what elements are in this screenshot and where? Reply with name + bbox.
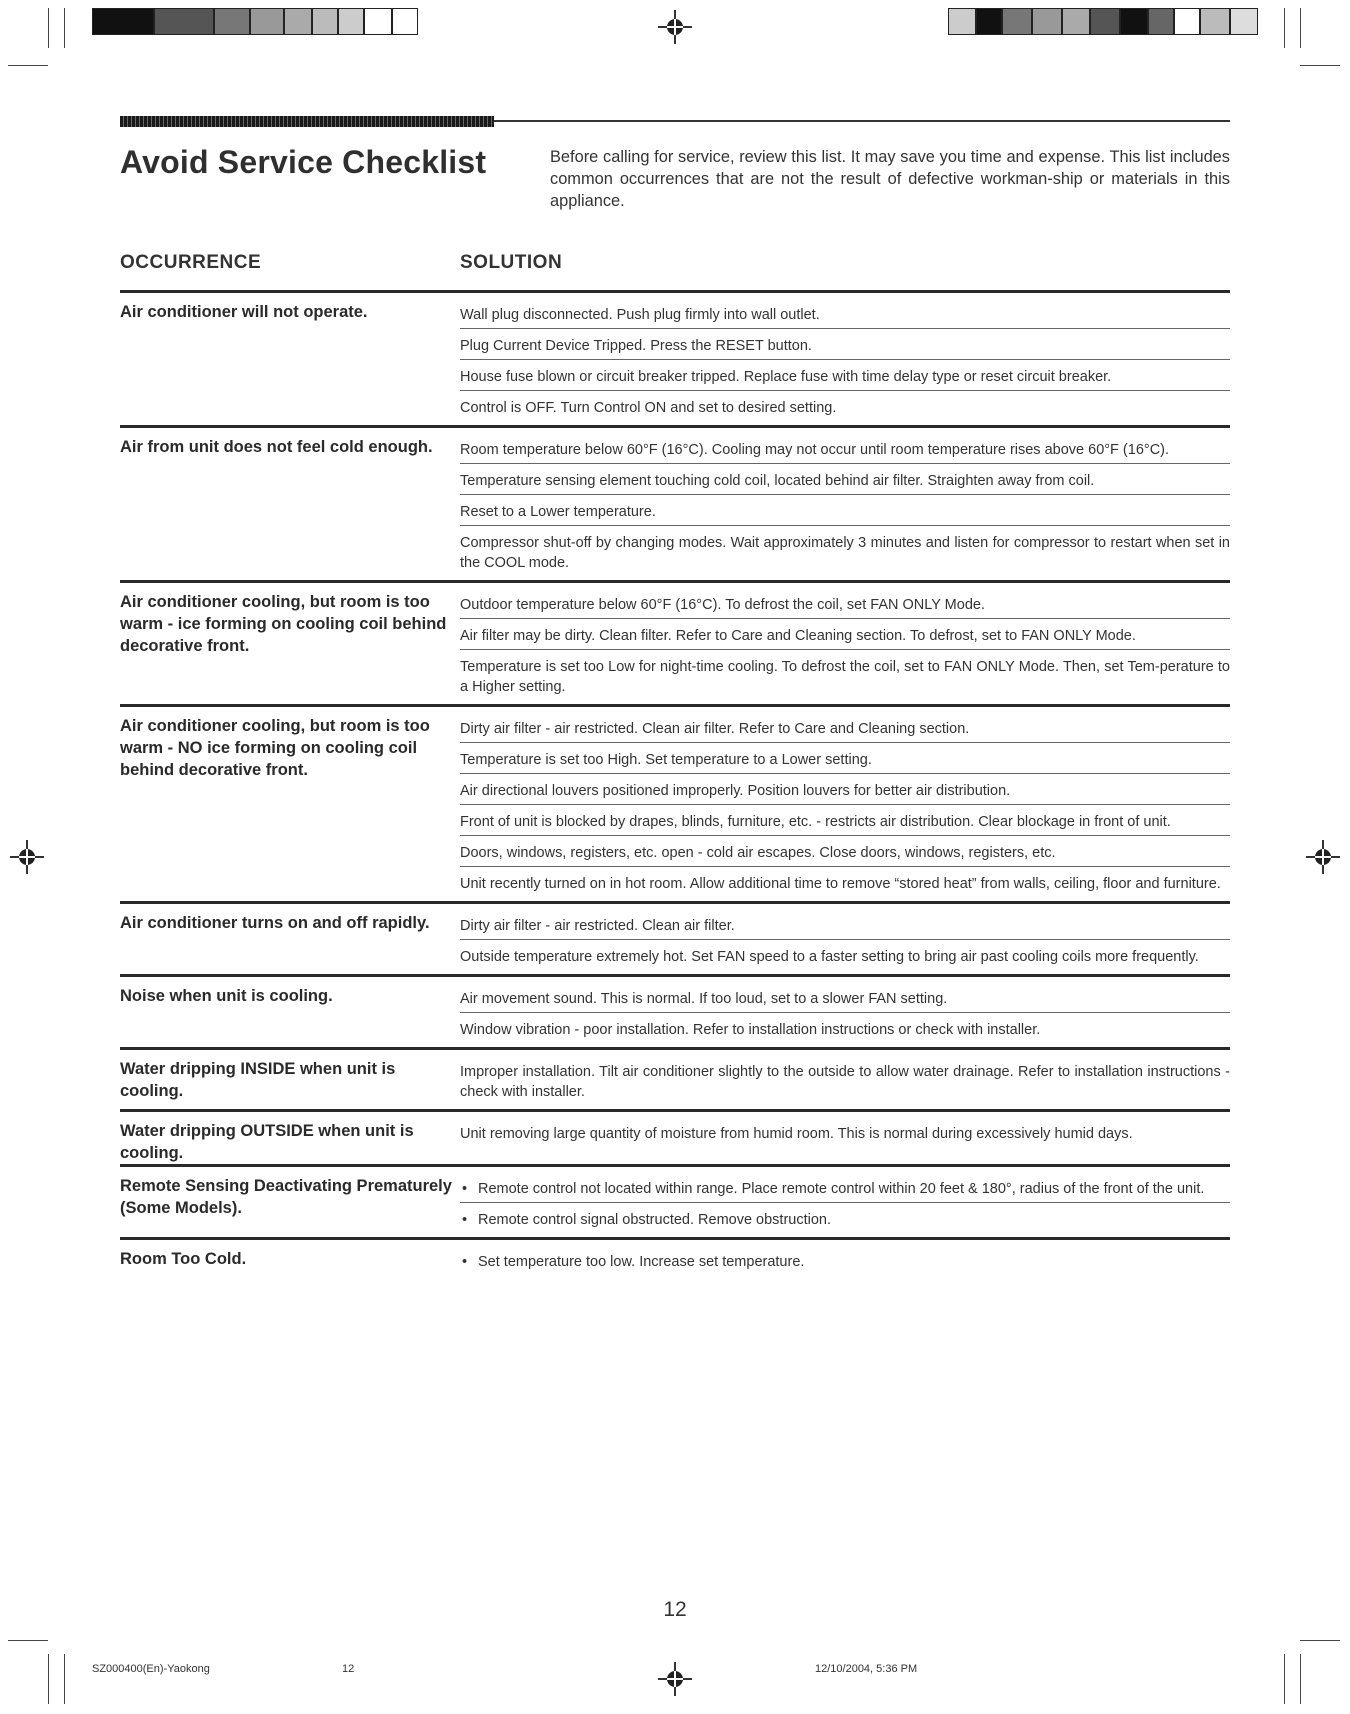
solution-cell	[460, 293, 1230, 425]
solution-cell	[460, 583, 1230, 704]
footer-page: 12	[342, 1663, 355, 1675]
table-row	[120, 580, 1230, 704]
calibration-bar-left	[92, 8, 418, 35]
solution-item: Temperature sensing element touching cold coil, located behind air filter. Straighten away from coil.	[460, 471, 1230, 495]
checklist-table	[120, 290, 1230, 1279]
table-row	[120, 425, 1230, 580]
occurrence-cell: Water dripping OUTSIDE when unit is cooling.	[120, 1122, 414, 1162]
solution-item: Wall plug disconnected. Push plug firmly into wall outlet.	[460, 305, 1230, 329]
occurrence-cell: Remote Sensing Deactivating Prematurely (Some Models).	[120, 1177, 452, 1217]
table-row	[120, 1237, 1230, 1279]
solution-item: Outdoor temperature below 60°F (16°C). To defrost the coil, set FAN ONLY Mode.	[460, 595, 1230, 619]
solution-cell	[460, 977, 1230, 1047]
solution-item: Dirty air filter - air restricted. Clean air filter.	[460, 916, 1230, 940]
page-title: Avoid Service Checklist	[120, 144, 487, 180]
crop-mark	[64, 8, 65, 48]
solution-item: Temperature is set too High. Set temperature to a Lower setting.	[460, 750, 1230, 774]
solution-cell	[460, 1112, 1230, 1164]
crop-mark	[1300, 8, 1301, 48]
solution-item: • Remote control not located within range. Place remote control within 20 feet & 180°, radius of the front of the unit.	[460, 1179, 1230, 1203]
occurrence-cell: Water dripping INSIDE when unit is cooling.	[120, 1060, 396, 1100]
occurrence-cell: Air conditioner will not operate.	[120, 303, 368, 321]
registration-mark-icon	[10, 840, 44, 874]
crop-mark	[8, 1640, 48, 1641]
table-row	[120, 1164, 1230, 1237]
solution-item: Unit removing large quantity of moisture from humid room. This is normal during excessively humid days.	[460, 1126, 1133, 1142]
crop-mark	[64, 1654, 65, 1704]
solution-item: Outside temperature extremely hot. Set FAN speed to a faster setting to bring air past cooling coils more frequently.	[460, 949, 1199, 965]
table-row	[120, 901, 1230, 974]
occurrence-cell: Air conditioner turns on and off rapidly.	[120, 914, 430, 932]
intro-text: Before calling for service, review this list. It may save you time and expense. This list includes common occurrences that are not the result of defective workman-ship or materials in this appliance.	[550, 148, 1230, 210]
table-row	[120, 704, 1230, 901]
solution-cell	[460, 1167, 1230, 1237]
occurrence-cell: Air conditioner cooling, but room is too warm - NO ice forming on cooling coil behind decorative front.	[120, 717, 430, 779]
table-row	[120, 1109, 1230, 1164]
solution-cell	[460, 1240, 1230, 1279]
solution-item: Room temperature below 60°F (16°C). Cooling may not occur until room temperature rises above 60°F (16°C).	[460, 440, 1230, 464]
solution-item: Air directional louvers positioned improperly. Position louvers for better air distribution.	[460, 781, 1230, 805]
crop-mark	[1284, 1654, 1285, 1704]
calibration-bar-right	[948, 8, 1258, 35]
solution-cell	[460, 707, 1230, 901]
column-header-occurrence: OCCURRENCE	[120, 252, 262, 273]
solution-item: Compressor shut-off by changing modes. Wait approximately 3 minutes and listen for compressor to restart when set in the COOL mode.	[460, 535, 1230, 571]
table-row	[120, 974, 1230, 1047]
solution-cell	[460, 904, 1230, 974]
column-header-solution: SOLUTION	[460, 252, 563, 273]
solution-item: Unit recently turned on in hot room. Allow additional time to remove “stored heat” from walls, ceiling, floor and furniture.	[460, 876, 1221, 892]
table-row	[120, 290, 1230, 425]
solution-item: Temperature is set too Low for night-time cooling. To defrost the coil, set to FAN ONLY Mode. Then, set Tem-perature to a Higher setting.	[460, 659, 1230, 695]
crop-mark	[48, 1654, 49, 1704]
solution-item: Front of unit is blocked by drapes, blinds, furniture, etc. - restricts air distribution. Clear blockage in front of unit.	[460, 812, 1230, 836]
title-rule-thin	[494, 120, 1230, 122]
crop-mark	[1284, 8, 1285, 48]
footer-file: SZ000400(En)-Yaokong	[92, 1663, 210, 1675]
solution-item: Dirty air filter - air restricted. Clean air filter. Refer to Care and Cleaning section.	[460, 719, 1230, 743]
solution-item: Reset to a Lower temperature.	[460, 502, 1230, 526]
solution-item: Doors, windows, registers, etc. open - cold air escapes. Close doors, windows, registers, etc.	[460, 843, 1230, 867]
page-number: 12	[663, 1598, 687, 1621]
occurrence-cell: Room Too Cold.	[120, 1250, 247, 1268]
solution-item: Improper installation. Tilt air conditioner slightly to the outside to allow water drainage. Refer to installation instructions - check with installer.	[460, 1064, 1230, 1100]
title-rule-thick	[120, 116, 494, 127]
registration-mark-icon	[1306, 840, 1340, 874]
solution-item: • Set temperature too low. Increase set temperature.	[460, 1252, 1230, 1275]
table-row	[120, 1047, 1230, 1109]
crop-mark	[48, 8, 49, 48]
solution-item: Air movement sound. This is normal. If too loud, set to a slower FAN setting.	[460, 989, 1230, 1013]
solution-item: Air filter may be dirty. Clean filter. Refer to Care and Cleaning section. To defrost, set to FAN ONLY Mode.	[460, 626, 1230, 650]
solution-item: • Remote control signal obstructed. Remove obstruction.	[460, 1210, 1230, 1233]
crop-mark	[1300, 1640, 1340, 1641]
occurrence-cell: Air conditioner cooling, but room is too warm - ice forming on cooling coil behind decorative front.	[120, 593, 447, 655]
occurrence-cell: Air from unit does not feel cold enough.	[120, 438, 433, 456]
crop-mark	[8, 65, 48, 66]
solution-item: House fuse blown or circuit breaker tripped. Replace fuse with time delay type or reset circuit breaker.	[460, 367, 1230, 391]
solution-item: Plug Current Device Tripped. Press the RESET button.	[460, 336, 1230, 360]
solution-item: Window vibration - poor installation. Refer to installation instructions or check with installer.	[460, 1022, 1041, 1038]
crop-mark	[1300, 65, 1340, 66]
registration-mark-icon	[658, 1662, 692, 1696]
crop-mark	[1300, 1654, 1301, 1704]
footer-timestamp: 12/10/2004, 5:36 PM	[815, 1663, 918, 1675]
solution-cell	[460, 1050, 1230, 1109]
registration-mark-icon	[658, 10, 692, 44]
solution-cell	[460, 428, 1230, 580]
occurrence-cell: Noise when unit is cooling.	[120, 987, 333, 1005]
solution-item: Control is OFF. Turn Control ON and set to desired setting.	[460, 400, 837, 416]
